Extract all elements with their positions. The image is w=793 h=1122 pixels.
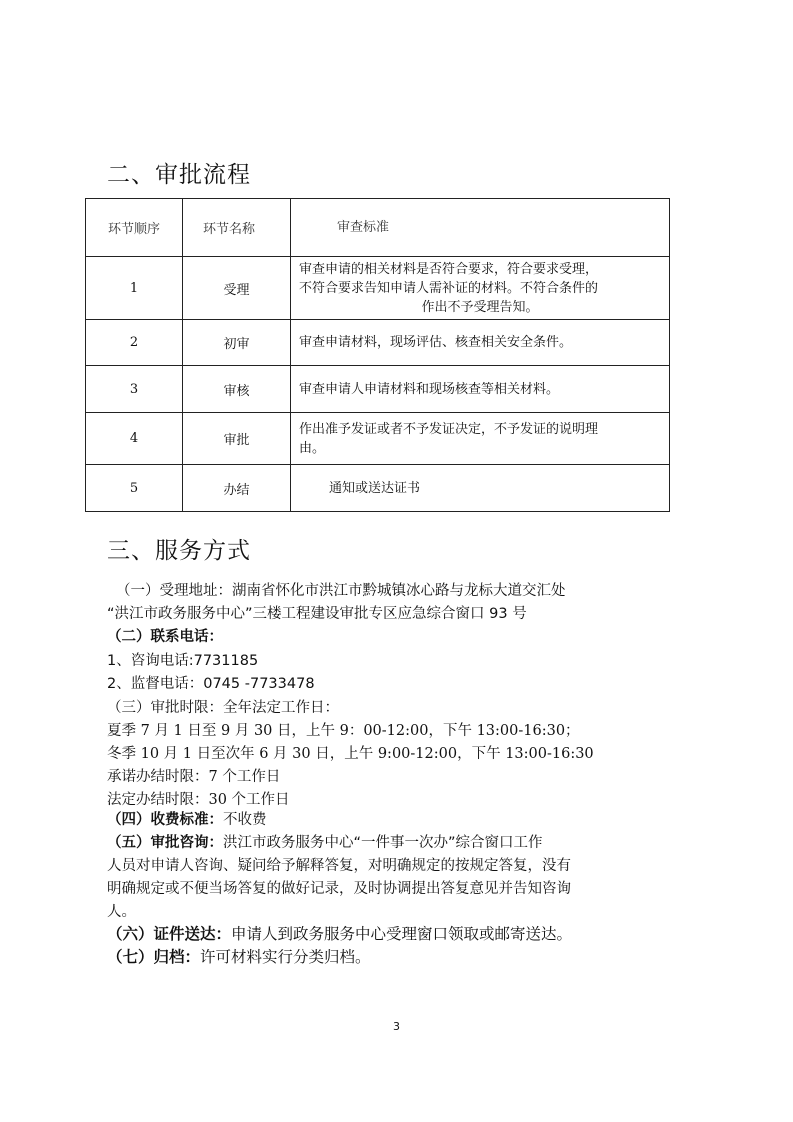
legal-time-limit: 法定办结时限：30 个工作日 — [107, 792, 290, 808]
consult-text-line4: 人。 — [107, 904, 136, 920]
section-title-approval-process: 二、审批流程 — [107, 162, 251, 188]
archive-line — [107, 947, 371, 968]
review-standard — [291, 257, 670, 320]
time-limit-label: （三）审批时限： — [107, 700, 223, 716]
approval-process-table — [85, 198, 670, 512]
page-number: 3 — [393, 1020, 400, 1033]
winter-hours: 冬季 10 月 1 日至次年 6 月 30 日，上午 9:00-12:00，下午 13:00-16:30 — [107, 746, 594, 762]
promised-time-limit: 承诺办结时限：7 个工作日 — [107, 769, 281, 785]
consult-label: （五）审批咨询： — [107, 835, 223, 851]
table-row — [86, 413, 670, 465]
header-review-standard — [291, 199, 670, 257]
table-row — [86, 465, 670, 512]
table-row — [86, 257, 670, 320]
header-review-standard-text: 审查标准 — [337, 220, 390, 235]
table-row — [86, 320, 670, 366]
table-header-row — [86, 199, 670, 257]
standard-line: 通知或送达证书 — [329, 480, 421, 496]
review-standard — [291, 366, 670, 413]
fee-label: （四）收费标准： — [107, 812, 223, 828]
step-number: 2 — [86, 320, 183, 366]
archive-label: （七）归档： — [107, 948, 201, 966]
step-number: 1 — [86, 257, 183, 320]
standard-line: 由。 — [299, 440, 326, 456]
address-text: 湖南省怀化市洪江市黔城镇冰心路与龙标大道交汇处 — [232, 583, 566, 599]
consult-phone: 1、咨询电话:7731185 — [107, 653, 259, 669]
delivery-text: 申请人到政务服务中心受理窗口领取或邮寄送达。 — [231, 925, 573, 943]
standard-line: 审查申请材料，现场评估、核查相关安全条件。 — [299, 335, 573, 350]
consult-text-line3: 明确规定或不便当场答复的做好记录，及时协调提出答复意见并告知咨询 — [107, 881, 571, 897]
standard-line: 审查申请人申请材料和现场核查等相关材料。 — [299, 381, 560, 397]
step-name: 审批 — [183, 413, 291, 465]
delivery-line — [107, 924, 572, 945]
header-step-order: 环节顺序 — [86, 199, 183, 257]
section-title-service-method: 三、服务方式 — [107, 538, 251, 564]
standard-line: 作出准予发证或者不予发证决定，不予发证的说明理 — [299, 421, 599, 437]
step-name: 审核 — [183, 366, 291, 413]
review-standard — [291, 465, 670, 512]
step-name: 办结 — [183, 465, 291, 512]
consult-text: 洪江市政务服务中心“一件事一次办”综合窗口工作 — [223, 835, 543, 851]
consult-text-line2: 人员对申请人咨询、疑问给予解释答复，对明确规定的按规定答复，没有 — [107, 858, 571, 874]
standard-line: 不符合要求告知申请人需补证的材料。不符合条件的 — [299, 280, 599, 296]
archive-text: 许可材料实行分类归档。 — [200, 948, 371, 966]
review-standard — [291, 413, 670, 465]
step-number: 5 — [86, 465, 183, 512]
standard-line: 作出不予受理告知。 — [421, 299, 539, 315]
time-limit-text: 全年法定工作日： — [223, 700, 339, 716]
consult-line — [107, 833, 543, 854]
header-step-name — [183, 199, 291, 257]
step-number: 3 — [86, 366, 183, 413]
supervise-phone: 2、监督电话：0745 -7733478 — [107, 676, 315, 692]
table-row — [86, 366, 670, 413]
step-number: 4 — [86, 413, 183, 465]
header-step-name-text: 环节名称 — [203, 222, 256, 237]
fee-line — [107, 810, 267, 831]
phone-label: （二）联系电话： — [107, 629, 223, 645]
review-standard — [291, 320, 670, 366]
address-text-line2: “洪江市政务服务中心”三楼工程建设审批专区应急综合窗口 93 号 — [107, 606, 527, 622]
summer-hours: 夏季 7 月 1 日至 9 月 30 日，上午 9：00-12:00，下午 13:00-16:30； — [107, 723, 580, 739]
step-name: 初审 — [183, 320, 291, 366]
step-name: 受理 — [183, 257, 291, 320]
address-line — [116, 581, 566, 602]
fee-text: 不收费 — [223, 812, 267, 828]
standard-line: 审查申请的相关材料是否符合要求，符合要求受理， — [299, 261, 599, 277]
delivery-label: （六）证件送达： — [107, 925, 232, 943]
time-limit-line — [107, 698, 339, 719]
address-label: （一）受理地址： — [116, 583, 232, 599]
